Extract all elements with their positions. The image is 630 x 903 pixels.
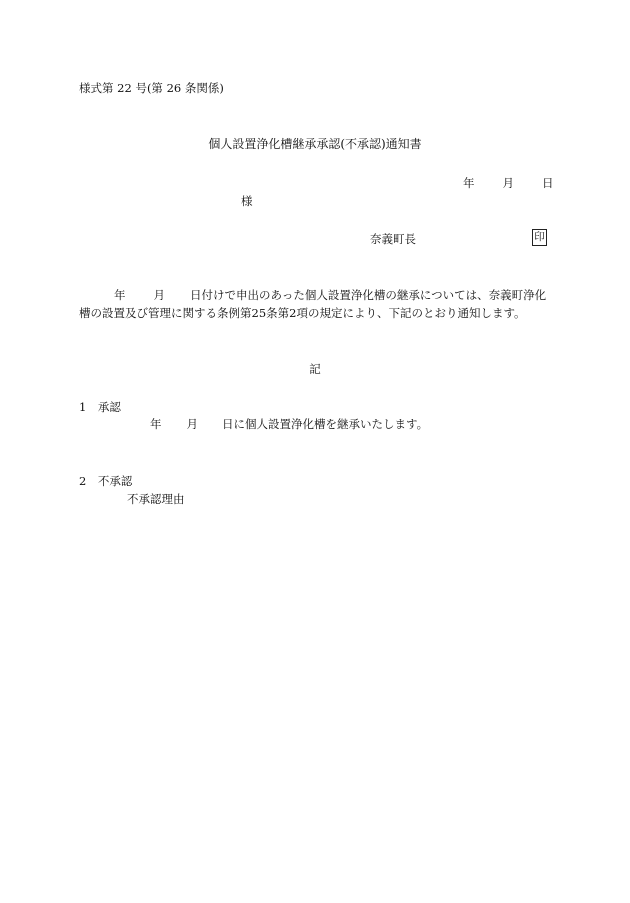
body-month: 月 (153, 288, 165, 302)
item-approval-heading: 1 承認 (79, 400, 121, 414)
document-title: 個人設置浄化槽継承承認(不承認)通知書 (208, 137, 422, 151)
issuer-name: 奈義町長 (370, 232, 416, 246)
item-disapproval-heading: 2 不承認 (79, 474, 133, 488)
form-number: 様式第 22 号(第 26 条関係) (79, 81, 224, 95)
date-day: 日 (542, 176, 554, 190)
addressee-honorific: 様 (241, 194, 253, 208)
item-disapproval-reason: 不承認理由 (127, 492, 185, 506)
body-text-1: 日付けで申出のあった個人設置浄化槽の継承については、奈義町浄化 (190, 288, 547, 302)
approval-text: 日に個人設置浄化槽を継承いたします。 (222, 417, 429, 431)
body-paragraph-line-1 (114, 287, 546, 303)
body-year: 年 (114, 288, 126, 302)
issue-date (463, 175, 554, 191)
date-month: 月 (502, 176, 514, 190)
seal-stamp: 印 (532, 229, 547, 246)
item-approval-text (150, 416, 428, 432)
approval-month: 月 (186, 417, 198, 431)
date-year: 年 (463, 176, 475, 190)
ki-heading: 記 (309, 362, 321, 376)
approval-year: 年 (150, 417, 162, 431)
body-paragraph-line-2: 槽の設置及び管理に関する条例第25条第2項の規定により、下記のとおり通知します。 (79, 306, 526, 320)
